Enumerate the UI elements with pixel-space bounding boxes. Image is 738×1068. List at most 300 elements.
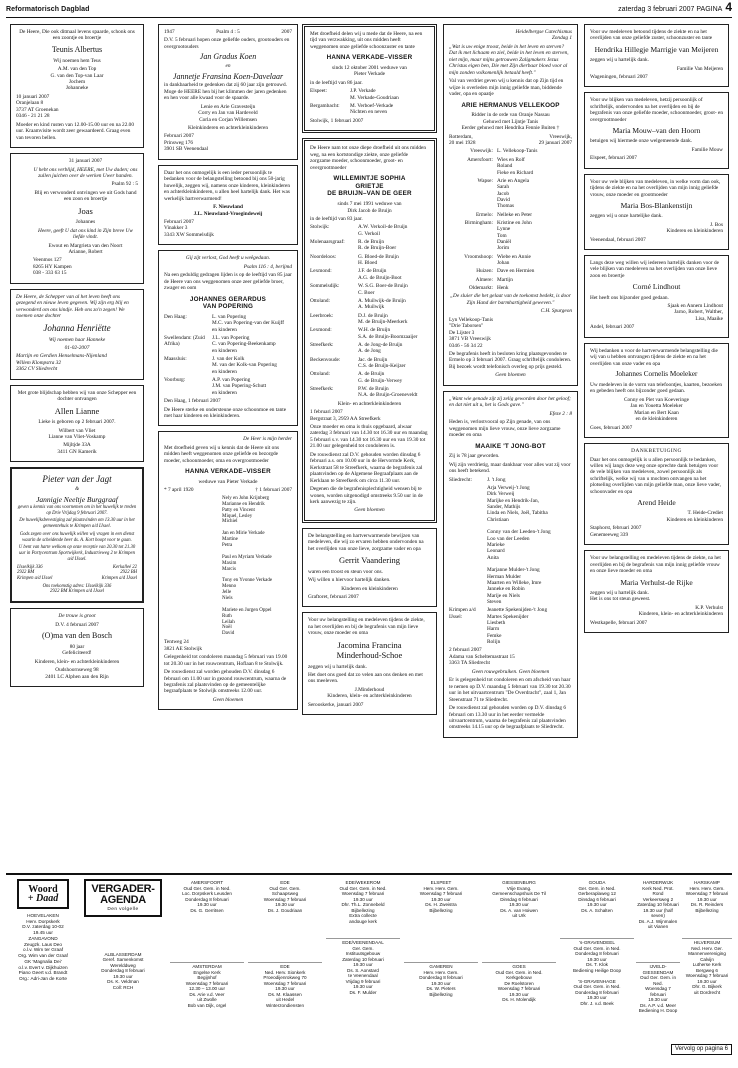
ad-date: Graftoret, februari 2007 (308, 593, 359, 600)
family-row (310, 342, 429, 355)
family-row (449, 477, 572, 483)
ad-addr: Tentweg 24 3821 AE Stolwijk (164, 639, 202, 652)
family-names: A.P. van Popering J.M. van Popering-Schutt en kinderen (212, 377, 267, 396)
ad-date: Den Haag, 1 februari 2007 (164, 398, 221, 405)
family-place: Sliedrecht: (449, 476, 472, 483)
family-place: Voorburg: (164, 377, 186, 384)
family-row (449, 254, 572, 267)
family-place: Ottoland: (310, 371, 331, 378)
family-place: Leerbroek: (310, 312, 334, 319)
ad-age: Zij is 78 jaar geworden. (449, 453, 500, 460)
thanks-ad-vaandering (302, 528, 437, 608)
ad-foot: De Heere sterke en ondersteune onze schoonmoe en tante met haar kinderen en kleinkinderen. (164, 406, 287, 420)
family-names: L. van Popering M.C. van Popering-van der Kuijff en kinderen (212, 313, 284, 333)
ad-dates (449, 134, 572, 147)
agenda-entry: ALBLASSERDAM Geref. Samenkomst Werelddweg Donderdag 8 februari 19.30 uur Ds. K. Veldman Coll: RCH (101, 951, 145, 990)
page-header (6, 0, 732, 18)
ad-text2: betuigen wij hiermede onze welgemeende dank. (590, 138, 693, 145)
ad-died: † 1 februari 2007 (255, 487, 292, 494)
ad-text2: Het heeft ons bijzonder goed gedaan. (590, 294, 669, 301)
ad-foot: Er is gelegenheid tot condoleren en om afscheid van haar te nemen op D.V. maandag 5 februari van 19.30 tot 20.30 uur in het uitvaartcentrum "De Overdracht", zaal 1, Jan Steenstraat 71 te Sliedrecht. (449, 677, 571, 703)
issue-date: zaterdag 3 februari 2007 (618, 6, 695, 14)
ad-text: Daar het ons onmogelijk is u allen persoonlijk te bedanken, willen wij langs deze weg onze oprechte dank betuigen voor de vele blijken van medeleven, zowel persoonlijk als schriftelijk, welke wij van u mochten ontvangen na het plotseling overlijden van mijn geliefde man, onze lieve vader, schoonvader en opa (590, 456, 721, 495)
ad-psalm: Psalm 4 : 5 (216, 29, 240, 35)
ad-text: Voor uw medeleven betoond tijdens de ziekte en na het overlijden van onze geliefde zuster, schoonzuster en tante (590, 29, 713, 42)
ad-fam: Sjaak en Annem Lindhout Jarno, Robert, Walther, Lisa, Maaike (667, 302, 723, 322)
ad-foot: Moeder en kind rusten van 12.00-15.00 uur en na 22.00 uur. Kraamvisite wordt zeer gewaardeerd. Graag even van tevoren bellen. (16, 121, 134, 141)
ad-family-list (449, 148, 572, 291)
ad-ref2: C.H. Spurgeon (540, 308, 572, 315)
family-row (310, 298, 429, 311)
agenda-entry: AMSTERDAM Engelse Kerk Begijnhof Woensdag 7 februari 12.30 – 13.00 uur Ds. Arie v.d. Veer uit Zwolle Bob van Dijk, orgel (185, 964, 229, 1008)
ad-text: Heden is, verlostvooral op Zijn genade, van ons weggenomen mijn lieve vrouw, onze lieve zorgzame moeder en oma (449, 419, 561, 439)
family-place: Maassluis: (164, 356, 187, 363)
ad-date: Veenendaal, februari 2007 (590, 236, 646, 243)
family-place: Lexmond: (310, 268, 332, 275)
family-row (310, 88, 429, 101)
family-place: Streefkerk: (310, 385, 334, 392)
ad-name: Maria Bos-Blankenstijn (620, 201, 693, 211)
ad-verse: U hebt ons verblijd, HEERE, met Uw daden; ons zullen juichen over de werken Uwer handen. (33, 166, 138, 179)
family-place: Amersfoort: (467, 156, 493, 163)
family-names: A. de Jong-de Bruijn A. de Jong (358, 341, 403, 355)
family-place: Birmingham: (464, 219, 493, 226)
birth-ad-johanna (10, 289, 144, 380)
ad-text3: Gods zegen over ons huwelijk willen wij vragen in een dienst waarin de scheidende heer ds. A. Kort hoopt voor te gaan. (19, 531, 135, 543)
family-row (310, 327, 429, 340)
agenda-column (404, 879, 478, 1000)
family-place: Streefkerk: (310, 341, 334, 348)
ad-year-end: 2007 (281, 29, 292, 35)
family-place: Vreeswijk: (470, 148, 493, 155)
family-names: G. Bloed-de Bruijn H. Bloed (358, 253, 399, 267)
ad-text2: Wij zijn verdrietig, maar dankbaar voor alles wat zij voor ons heeft betekend. (449, 461, 571, 475)
death-ad-verkade-visser-2 (302, 24, 437, 133)
ad-text: De belangstelling en hartverwarmende bewijzen van medeleven, die wij zo ervaren hebben ondervonden na het overlijden van onze lieve, zorgzame vader en opa (308, 532, 424, 552)
ad-dates (164, 487, 292, 493)
ad-name2: Jannigje Neeltje Burggraaf (36, 494, 118, 504)
agenda-entry: ELSPEET Herv. Herv. Gem. Woensdag 7 februari 19.30 uur Ds. H. Zweistra Bijbellezing (404, 879, 478, 963)
family-row (310, 268, 429, 281)
family-names: J. 't Jong (487, 476, 506, 483)
ad-text: Daar het ons onmogelijk is een ieder persoonlijk te bedanken voor de belangstelling betoond bij ons 50-jarig huwelijk, zeggen wij, namens onze kinderen, kleinkinderen en achterkleinkinderen, u allen heel hartelijk dank. Het was werkelijk hartverwarmend! (164, 169, 291, 202)
ad-fam: Conny en Piet van Koeveringe Jan en Youetta Moeleker Marian en Bert Kaan en de kleinkinderen (623, 396, 690, 423)
thanks-ad-nieuwland (158, 165, 298, 246)
family-names: J. van der Kolk M. van der Kolk-van Popering en kinderen (212, 356, 277, 375)
ad-foot: Ons toekomstig adres: IJsselkijk 336 2922 BM Krimpen a/d IJssel (42, 583, 112, 595)
ad-verse2: „De sluier die het gelaat van de toekomst bedekt, is door Zijn Hand der barmhartigheid geweven." (450, 293, 571, 306)
agenda-entry: GIESSENBURG Vrije Evang. Gemeenschapshuis De Til Dinsdag 6 februari 19.30 uur Ds. A. van Hoiwen uit Urk (482, 879, 556, 963)
ad-text3: Het doet ons goed dat zo velen aan ons denken en met ons meeleven. (308, 671, 423, 685)
ad-age: in de leeftijd van 86 jaar. (310, 79, 363, 86)
ad-text: Voor uw vele blijken van medeleven, in welke vorm dan ook, tijdens de ziekte en na het overlijden van mijn innig geliefde vrouw, onze moeder en grootmoeder (590, 178, 721, 198)
family-place: Krimpen a/d IJssel: (449, 607, 476, 620)
ad-fam: J. Bos Kinderen en kleinkinderen (666, 221, 723, 235)
ad-text2: De huwelijksbevestiging zal plaatsvinden om 13.30 uur in het gemeentehuis te Krimpen a/d IJssel. (19, 518, 135, 530)
ad-foot: Gelegenheid tot condoleren maandag 5 februari van 19.00 tot 20.30 uur in het rouwcentrum, Hoflaan 8 te Stolwijk. (164, 654, 288, 667)
family-names: Kristine en John Lynne Tom Daniël Jorim (497, 219, 532, 252)
ad-addr: 1 februari 2007 Bergstraat 3, 2959 AA Streefkerk (310, 409, 381, 422)
ad-text: geven u kennis van ons voornemen om in het huwelijk te treden op Drie Vrijdag 9 februari 2007. (17, 504, 137, 516)
ad-addr-right: Kerkalleé 22 2922 BH Krimpen a/d IJssel (101, 564, 137, 582)
agenda-entry: EDE Ned. Herv. Sionkerk Proeodijenrokweg 70 Woensdag 7 februari 19.30 uur Ds. M. Klaassen uit Hedel Winterzondiensten (263, 964, 307, 1008)
ad-name: Arend Heide (637, 498, 676, 508)
ad-date: D.V. 4 februari 2007 (55, 621, 99, 628)
family-row (449, 485, 572, 606)
logo-woord-text: Woord (28, 883, 58, 895)
ad-name: (O)ma van den Bosch (42, 631, 112, 641)
family-names: J.L. van Popering C. van Popering-Beekenkamp en kinderen (212, 335, 276, 354)
ad-name: Joas (78, 205, 93, 216)
ad-date: 01-02-2007 (64, 345, 90, 352)
ad-date: Stolwijk, 1 februari 2007 (310, 117, 364, 124)
ad-name: Jacomina Francina Minderhoud-Schoe (336, 639, 403, 661)
ad-name: WILLEMINTJE SOPHIA GRIETJE DE BRUIJN–VAN DE GEER (327, 175, 412, 198)
ad-text2: zeggen wij u hartelijk dank. Het is ons tot steun geweest. (590, 589, 651, 603)
ad-foot2: De rouwdienst zal D.V. gehouden worden dinsdag 6 februari a.s. om 10.00 uur in de Hervormde Kerk, Kerkstraat 58 te Streefkerk, waarna de begrafenis zal plaatsvinden op de Algemene Begraafplaats aan de Kerklaan te Streefkerk om circa 11.30 uur. (310, 451, 423, 484)
ad-text: De Heere, de Schepper van al het leven heeft ons gezegend en nieuw leven gegeven. Wij zijn erg blij en verwonderd om ons kindje. Heb ons zo'n zegen! We noemen onze dochter (16, 293, 129, 320)
agenda-column (636, 879, 680, 1017)
ad-amp: & (74, 486, 80, 493)
family-names: Wiebe en Annie Johan (497, 253, 531, 266)
ad-text: Met droefheid delen wij u mede dat de Heere, na een tijd van verzwakking, uit ons midden heeft weggenomen onze geliefde schoonzuster en tante (310, 31, 423, 50)
ad-parents: Martijn en Gerdien Henselmans-Nijenland Willem Klompstra 32 3362 CV Sliedrecht (16, 353, 107, 373)
agenda-entry: AMERSFOORT Oud Ger. Gem. in Ned. Loc. Dorpskerk Leusden Donderdag 8 februari 19.30 uur Ds. G. Gerritsen (170, 879, 244, 963)
page-number: 4 (725, 0, 732, 15)
ad-foot3: Degenen die de begrafenisplechtigheid wensen bij te wonen, worden uitgenodigd omstreeks 9.50 uur in de kerk aanwezig te zijn. (310, 486, 423, 505)
family-names: Wies en Rolf Roland Fieke en Richard (497, 156, 534, 176)
family-row (449, 157, 572, 176)
family-row (449, 268, 572, 274)
agenda-entry: EDE Oud Ger. Gem. Schaapsweg Woensdag 7 februari 19.30 uur Ds. J. Goudriaan (248, 879, 322, 963)
ad-date: Elspeet, februari 2007 (590, 155, 637, 162)
family-names: L. Vellekoop-Tanis (497, 148, 538, 155)
ad-sub: Wij noemen hem Teus (53, 57, 101, 64)
agenda-entry: IJVELD-GIESSENDAM Oud Ger. Gem. in Ned. Woensdag 7 februari 19.30 uur Ds. A.P. v.d. Meer Bediening H. Doop (638, 964, 678, 1013)
agenda-entry: HARDERWIJK Kerk Ned. Prot. Rond Verkeersweg 2 Zaterdag 10 februari 19.30 uur (half seven) Ds. A.J. Wijnmalen uit Vianen (636, 879, 680, 963)
family-place: Elspeet: (310, 88, 328, 95)
ad-header-row (164, 29, 292, 35)
ad-verse: De trouw is groot (58, 613, 96, 620)
column-1 (10, 24, 144, 692)
ad-sub: Lieke is geboren op 2 februari 2007. (38, 419, 116, 426)
ad-name1: Pieter van der Jagt (42, 474, 112, 485)
ad-text: Voor uw blijken van medeleven, hetzij persoonlijk of schriftelijk, ondervonden na het overlijden en bij de begrafenis van onze geliefde moeder, schoonmoeder, groot- en overgrootmoeder (590, 97, 723, 123)
ad-name: Johanna Henriëtte (43, 322, 111, 333)
ad-sub: sinds 7 mei 1991 weduwe van Dirk Jacob de Bruijn (337, 201, 402, 214)
ad-name: HANNA VERKADE–VISSER (185, 468, 271, 476)
ad-text: Na een geduldig gedragen lijden is op de leeftijd van 85 jaar de Heere van ons weggenomen onze zeer geliefde broer, zwager en oom (164, 272, 292, 292)
agenda-subtitle: Den volgelle (107, 907, 139, 912)
ad-text: Met droefheid geven wij u kennis dat de Heere uit ons midden heeft weggenomen onze geliefde en bezorgde moeder, schoonmoeder, oma en overgrootmoeder (164, 444, 280, 464)
family-row (310, 371, 429, 384)
agenda-title: VERGADER-AGENDA (91, 883, 155, 906)
thanks-ad-lindhout (584, 255, 729, 338)
birthday-ad-bosch (10, 608, 144, 687)
ad-sub: 80 jaar Gefeliciteerd! (62, 643, 92, 657)
ad-text2: zeggen wij u hartelijk dank. (308, 663, 367, 670)
agenda-title-box (84, 879, 162, 917)
ad-sub: Johannes (75, 219, 96, 226)
family-place: Vroomshoop: (464, 253, 493, 260)
death-ad-popering (158, 250, 298, 426)
ad-verse2: Heere, geeft U dat ons kind in Zijn breve Uw liefde vindt. (38, 227, 133, 241)
ad-fam: Kinderen en kleinkinderen (341, 585, 398, 592)
ad-text: Voor uw belangstelling en medeleven tijdens de ziekte, na het overlijden en bij de begrafenis van mijn lieve vrouw, onze moeder en oma (308, 617, 425, 637)
agenda-entry: GAMEREN Herv. Herv. Gem. Donderdag 8 februari 19.30 uur Ds. W. Pieters Bijbellezing (419, 964, 463, 997)
ad-fam: Nely en John Krijnberg Marianne en Hendrik Patty en Vincent Miquel, Lesley Michiel Jan en Mirie Verkade Martine Petra Paul en Myriam Verkade Maxim Marcis Tony en Yvonne Verkade Menno Jelle Niels Mariete en Jurgen Oppel Ruth Leilah Noël David (222, 495, 273, 637)
ad-died: Vreeswijk, 29 januari 2007 (538, 133, 572, 147)
ad-name: Allen Lianne (54, 405, 100, 416)
ad-name2: Jannetje Fransina Koen-Davelaar (172, 71, 284, 81)
agenda-column (326, 879, 400, 998)
ad-name: Johannes Cornelis Moeleker (615, 370, 698, 379)
family-names: Jac. de Bruijn C.S. de Bruijn-Keijzer (358, 356, 406, 369)
ad-fam: Familie Mouw (691, 146, 723, 153)
ad-date: 31 januari 2007 (68, 158, 103, 165)
ad-name: Maria Mouw–van den Hoorn (612, 126, 701, 136)
ad-header: DANKBETUIGING (631, 448, 682, 455)
ad-amp: en (225, 63, 231, 70)
family-place: Swellendam: (Zuid Afrika) (164, 335, 205, 348)
thanks-ad-verhulst (584, 550, 729, 633)
family-names: Arja Verweij-'t Jong Dirk Verweij Marijke en Hendrik-Jan, Sander, Mathijs Linda en Niels, Joël, Tabitha Christiaan Conny van der Leeden-'t Jong Loo van der Leeden Marieke Leonard Anita Marjanne Mulder-'t Jong Herman Mulder Maarten en Willeke, Imre Janneke en Robin Marije en Niels Steven (487, 484, 551, 606)
ad-addr: Mijltjde 33A 3411 GN Kamerik (57, 442, 97, 455)
ad-addr: Oudshoornseweg 98 2401 LC Alphen aan den Rijn (45, 667, 109, 680)
family-place: Oldemarkt: (468, 285, 493, 291)
family-names: Dave en Hermien (497, 268, 535, 275)
ad-name: HANNA VERKADE–VISSER (326, 54, 413, 62)
continued-on-page-link[interactable]: Vervolg op pagina 6 (671, 1044, 732, 1055)
ad-verse: Gij zijt verlost, God heeft u weêgedaan. (185, 255, 271, 262)
ad-text3: Wij willen u hiervoor hartelijk danken. (308, 577, 391, 584)
ad-name: Teunis Albertus (51, 44, 103, 54)
agenda-column (482, 879, 556, 1006)
thanks-ad-heide (584, 443, 729, 545)
ad-family-list (164, 314, 292, 396)
ad-family-list (449, 477, 572, 646)
thanks-ad-moeleker (584, 343, 729, 438)
thanks-ad-van-meijeren (584, 24, 729, 87)
ad-text: Val van verdriet geven wij u kennis dat op Zijn tijd en wijze is overleden mijn innig geliefde man, biddende vader, opa en opaatje (449, 78, 564, 98)
death-ad-de-bruijn (302, 138, 437, 523)
ad-end: Geen bloemen (354, 507, 385, 514)
family-row (164, 377, 292, 396)
family-row (449, 178, 572, 210)
family-row (164, 356, 292, 375)
family-row (164, 314, 292, 333)
woord-en-daad-block (6, 879, 80, 1057)
ad-name: ARIE HERMANUS VELLEKOOP (461, 101, 560, 109)
death-ad-verkade-visser (158, 431, 298, 710)
ad-verse: „Want wie genade zijt zij zelig geworden door het geloof; en dat niet uit u, het is Gods gave." (449, 395, 571, 409)
ad-name: Gerrit Vaandering (339, 555, 400, 566)
agenda-column (682, 879, 732, 998)
meeting-agenda-section (6, 873, 732, 1059)
family-row (449, 148, 572, 154)
ad-text2: zeggen wij u hartelijk dank. (590, 57, 649, 64)
ad-sub: Wij noemen haar Hanneke (48, 336, 106, 343)
ad-text: D.V. 5 februari hopen onze geliefde ouders, grootouders en overgrootouders (164, 37, 290, 50)
ad-ref: Psalm 116 : 4, berijmd (243, 263, 292, 270)
ad-text: Langs deze weg willen wij iedereen hartelijk danken voor de vele blijken van medeleven na het overlijden van onze lieve zoon en broertje (590, 260, 719, 279)
family-names: P.W. de Bruijn N.A. de Bruijn-Groeneveldt (358, 385, 418, 399)
family-row (310, 239, 429, 252)
family-names: A. de Bruijn G. de Bruijn-Verwey (358, 371, 403, 384)
family-place: Ermelo: (475, 211, 493, 218)
family-place: Wapse: (477, 177, 493, 184)
family-place: Ottoland: (310, 297, 331, 304)
family-names: A.W. Verkoil-de Bruijn G. Verkoil (358, 224, 408, 237)
thanks-ad-minderhoud (302, 612, 437, 715)
page-label: PAGINA (696, 6, 723, 14)
ad-date: 2 februari 2007 Adama van Scheltemastraat 15 3363 TA Sliedrecht (449, 647, 515, 667)
family-names: W.H. de Bruijn S.A. de Bruijn-Boomzaaijer (358, 327, 418, 340)
family-place: Den Haag: (164, 313, 187, 320)
ad-fam: K.P. Verhulst Kinderen, klein- en achterkleinkinderen (638, 604, 723, 618)
ad-text: Wij bedanken u voor de hartverwarmende belangstelling die wij van u hebben ontvangen tijdens de ziekte en na het overlijden van onze vader en opa (590, 347, 718, 367)
woord-daad-logo (17, 879, 69, 909)
ad-text2: waren een troost en steun voor ons. (308, 568, 383, 575)
ad-text2: Uw medeleven in de vorm van telefoontjes, kaarten, bezoeken en gebeden heeft ons bijzonder goed gedaan. (590, 381, 723, 395)
ad-addr: Februari 2007 Prinsweg 176 3901 SB Veenendaal (164, 133, 209, 153)
family-names: Jeanette Spekenijden-'t Jong Martes Spekenijder Liesbeth Harm Femke Rolijn (487, 607, 548, 646)
agenda-entry: GOES Oud Ger. Gem. in Ned. Kerkgebouw De Roelstoren Woensdag 7 februari 19.30 uur Ds. H. Molendijk (495, 964, 543, 1002)
column-5 (584, 24, 729, 638)
family-row (310, 313, 429, 326)
family-names: Henk (497, 285, 509, 291)
family-names: Nelleke en Peter (497, 211, 533, 218)
death-ad-vellekoop (443, 24, 578, 386)
family-names: D.J. de Bruijn M. de Bruijn-Meerkerk (358, 312, 408, 325)
family-place (449, 485, 487, 606)
family-place: Lexmond: (310, 327, 332, 334)
ad-ref: Heidelbergse Catechismus Zondag 1 (515, 29, 572, 42)
column-3 (302, 24, 437, 720)
ad-name: Hendrika Hillegje Marrigje van Meijeren (594, 44, 719, 54)
family-names: R. de Bruijn R. de Bruijn-Boer (358, 239, 397, 252)
ad-name: Maria Verhulst-de Rijke (620, 577, 693, 587)
family-names: Arie en Angela Sarah Jacob David Thomas (497, 177, 530, 210)
agenda-entry: EDE/WEKEROM Oud Ger. Gem. in Ned. Woensdag 7 februari 19.30 uur Dhr. Th.L. Zonnebeld Bijbellezing Extra collecte andouge kerk (326, 879, 400, 939)
agenda-entry: GOUDA Ger. Gem. in Ned. Gerberaplaweg 12 Dinsdag 6 februari 19.30 uur Ds. A. Schalten (560, 879, 634, 939)
family-names: W. S.G. Boer-de Bruijn C. Boer (358, 283, 408, 296)
family-place: Noordeloos: (310, 253, 337, 260)
ad-fam: T. Heide-Crediet Kinderen en kleinkinderen (666, 510, 723, 523)
family-names: M. Verboef-Verkade Nichten en neven (350, 103, 394, 116)
family-place: Almere: (475, 276, 493, 283)
ad-date: Andel, februari 2007 (590, 324, 635, 331)
ad-age: in de leeftijd van 83 jaar. (310, 215, 363, 222)
ad-addr-left: IJsselkijk 336 2922 BM Krimpen a/d IJssel (17, 564, 53, 582)
death-ad-t-jong-bot (443, 391, 578, 738)
agenda-column (248, 879, 322, 1011)
ad-fam: Lenie en Arie Gravesteijn Corry en Jan van Hardeveld Corla en Corjan Willemsen (198, 103, 258, 123)
family-row (310, 386, 429, 399)
family-place: Stolwijk: (310, 224, 330, 231)
family-place: Sommelsdijk: (310, 283, 340, 290)
family-names: A. Muilwijk-de Bruijn A. Muilwijk (358, 297, 406, 311)
birth-ad-teunis (10, 24, 144, 148)
ad-parents: A.M. van den Top G. van den Top-van Laar Jochem Johanneke (50, 66, 104, 92)
ad-ref: Psalm 92 : 5 (111, 181, 138, 188)
family-names: J.P. Verkade M. Verkade-Goudriaan (350, 88, 399, 101)
ad-foot2: De rouwdienst zal gehouden worden op D.V. dinsdag 6 februari om 13.30 uur in het eerder vermelde uitvaartcentrum, waarna de begrafenis zal plaatsvinden omstreeks 14.15 uur op de begraafplaats te Sliedrecht. (449, 705, 566, 731)
ad-fam: Familie Van Meijeren (676, 65, 723, 72)
family-row (310, 254, 429, 267)
ad-year-start: 1947 (164, 29, 175, 35)
ad-addr: Lyn Vellekoop-Tanis "Drie Taborsen" De Lijster 3 3871 VB Vreeswijk 0346 - 56 34 22 (449, 316, 494, 349)
ad-date: 10 januari 2007 Oranjelaan 8 3737 AT Groenekan 0346 - 21 21 28 (16, 93, 59, 120)
family-row (310, 224, 429, 237)
ad-addr: Veenmos 127 8265 HY Kampen 038 - 333 63 15 (33, 257, 72, 277)
family-row (310, 103, 429, 116)
ad-text: Blij en verwonderd ontvingen we uit Gods hand een zoon en broertje (34, 189, 137, 203)
agenda-entry: HARSKAMP Herv. Herv. Gem. Woensdag 7 februari 19.30 uur Ds. R. Reinders Bijbellezing (682, 879, 732, 939)
family-row (449, 220, 572, 252)
ad-date: Westkapelle, februari 2007 (590, 619, 648, 626)
logo-daad-text: + Daad (27, 893, 59, 904)
ad-parents: Wilbert van Vliet Lianne van Vliet-Voskamp (48, 427, 106, 441)
ad-sub: Ridder in de orde van Oranje Nassau Gehuwd met Lijntje Tanis Eerder gehuwd met Hendrika Fennie Buiten † (461, 112, 560, 132)
wedding-ad-jagt (10, 467, 144, 603)
ad-verse: „Wat is uw enige troost, beide in het leven en sterven? Dat ik met lichaam en ziel, beide in het leven en sterven, niet mijn, maar mijns getrouwen Zaligmakers Jezus Christus eigen ben, Die met Zijn dierbaar bloed voor al mijn zonden volkomenlijk betaald heeft." (449, 43, 569, 76)
ad-names: F. Nieuwland J.L. Nieuwland-Vroegindeweij (193, 204, 263, 217)
ad-name: JOHANNES GERARDUS VAN POPERING (189, 295, 267, 311)
ad-fam: Klein- en achterkleinkinderen (337, 400, 402, 407)
anniversary-ad-koen (158, 24, 298, 160)
family-row (164, 335, 292, 354)
family-row (310, 357, 429, 370)
ad-text: De Heere, Die ook ditmaal levens spaarde, schonk ons een zoontje en broertje (19, 29, 135, 42)
thanks-ad-mouw (584, 92, 729, 168)
family-place: Molenaarsgraaf: (310, 239, 345, 246)
ad-born: * 7 april 1920 (164, 487, 194, 494)
ad-foot2: De rouwdienst zal worden gehouden D.V. dinsdag 6 februari om 11.00 uur in gezond rouwcentrum, waarna de begrafenis zal plaatsvinden op de gemeentelijke begraafplaats te Stolwijk omstreeks 12.00 uur. (164, 669, 287, 695)
ad-ref: Efeze 2 : 8 (549, 410, 572, 417)
family-row (449, 285, 572, 291)
ad-verse: De Heer is mijn herder (243, 436, 292, 443)
ad-text2: in dankbaarheid te gedenken dat zij 60 jaar zijn getrouwd. Moge de HEERE hen bij het klimmen der jaren gedenken en hen voor alle kwaad voor de spaarde. (164, 82, 287, 102)
ad-mid: Geen rouwgebruiken. Geen bloemen (471, 668, 550, 675)
date-page (618, 0, 732, 15)
ad-date: Staphorst, februari 2007 Genemeeweg 339 (590, 525, 642, 538)
ad-addresses (17, 565, 137, 584)
ad-text: Met grote blijdschap hebben wij van onze Schepper een dochter ontvangen (17, 389, 137, 403)
family-names: J.F. de Bruijn A.G. de Bruijn-Boot (358, 268, 402, 281)
ad-date: Goes, februari 2007 (590, 424, 633, 431)
ad-text: De Heere nam tot onze diepe droefheid uit ons midden weg, na een kortstondige ziekte, onze geliefde zorgzame moeder, schoonmoeder, groot- en overgrootmoeder (310, 145, 427, 171)
family-row (449, 212, 572, 218)
ad-text2: zeggen wij u onze hartelijke dank. (590, 213, 663, 220)
family-names: Martijn (497, 276, 513, 283)
agenda-column (560, 879, 634, 1009)
ad-name1: Jan Gradus Koen (199, 52, 257, 62)
family-place: Beckenvoude: (310, 356, 341, 363)
family-row (449, 607, 572, 645)
ad-fam: J.Minderhoud Kinderen, klein- en achterkleinkinderen (327, 686, 412, 700)
ad-sub: weduwe van Pieter Verkade (198, 478, 258, 485)
ad-family-list (310, 224, 429, 398)
ad-fam: Kinderen, klein- en achterkleinkinderen (34, 658, 120, 665)
family-row (449, 277, 572, 283)
ad-name: Corné Lindhout (632, 282, 681, 292)
family-row (310, 283, 429, 296)
ad-text4: U bent van harte welkom op onze receptie van 20.30 tot 21.30 uur in Partycentrum Sportwijkerk, Industrieweg 2 te Krimpen a/d IJssel. (18, 545, 136, 562)
ad-end: Geen bloemen (495, 372, 526, 379)
birth-ad-allen (10, 385, 144, 463)
ad-foot: De begrafenis heeft in besloten kring plaatsgevonden te Ermelo op 3 februari 2007. Graag schriftelijk condoleren. Bij bezoek wordt telefonisch overleg op prijs gesteld. (449, 350, 572, 370)
